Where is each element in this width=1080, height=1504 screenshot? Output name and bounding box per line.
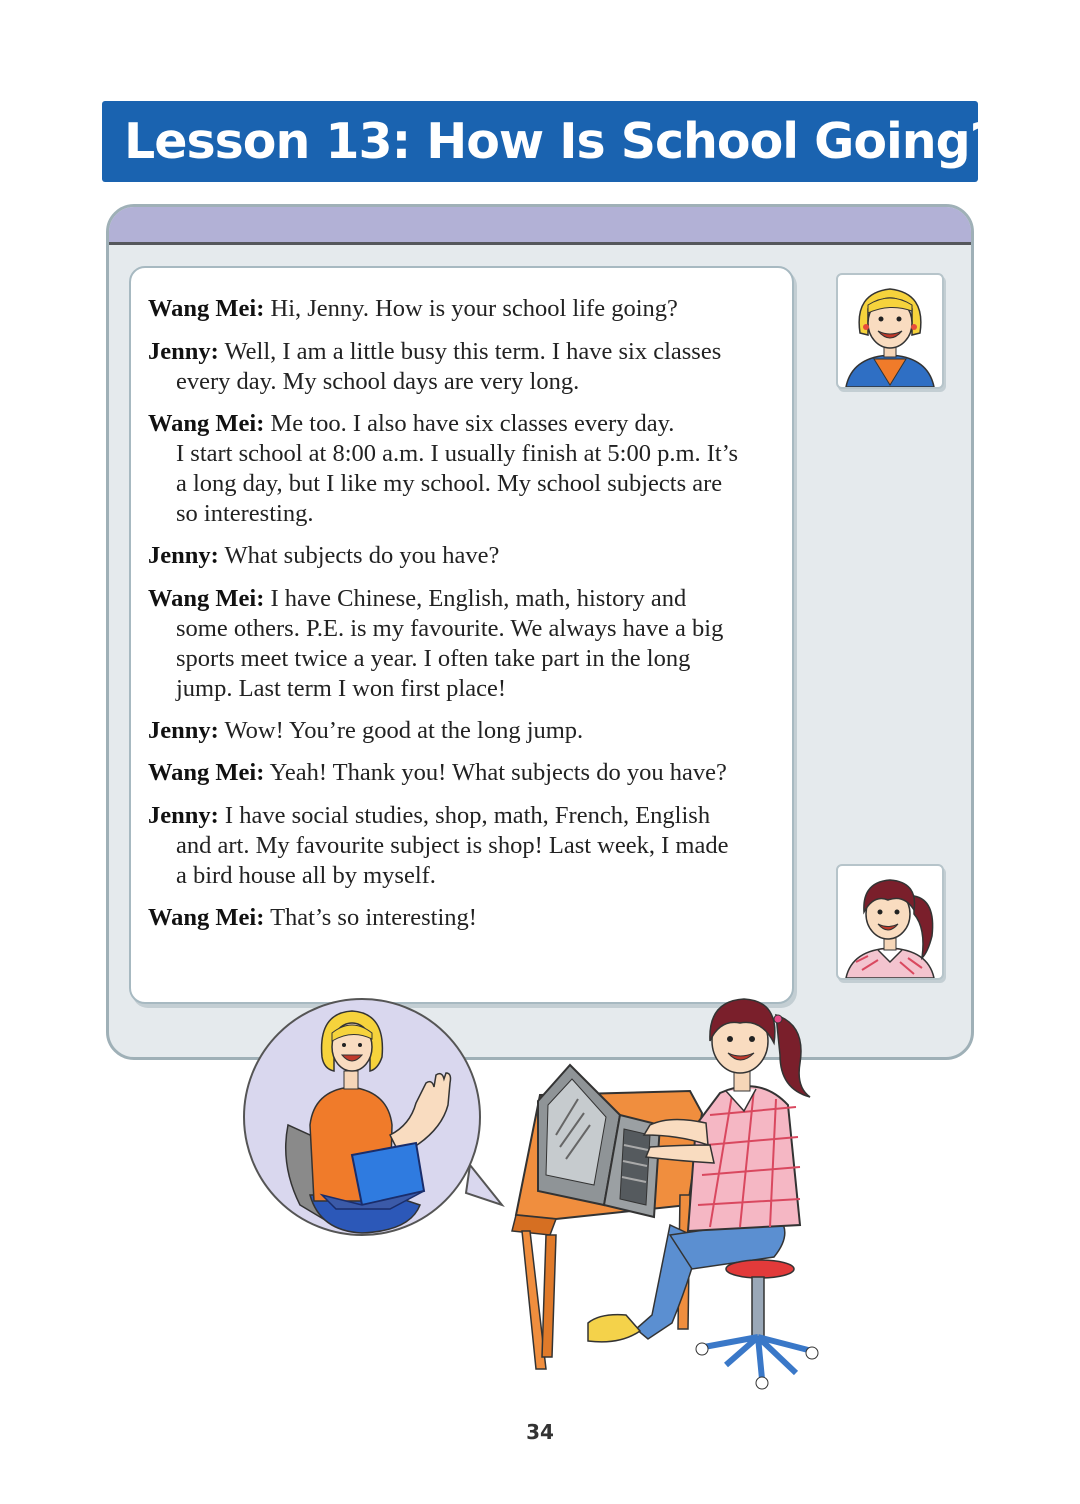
wang-mei-avatar bbox=[836, 864, 944, 980]
speaker-label: Wang Mei: bbox=[148, 295, 265, 322]
line-text: Well, I am a little busy this term. I have six classes bbox=[224, 338, 722, 365]
speaker-label: Wang Mei: bbox=[148, 904, 265, 931]
dialogue-line-8-cont: a bird house all by myself. bbox=[176, 862, 436, 889]
speaker-label: Wang Mei: bbox=[148, 585, 265, 612]
line-text: I have social studies, shop, math, French, English bbox=[224, 802, 711, 829]
dialogue-line-5-cont: some others. P.E. is my favourite. We always have a big bbox=[176, 615, 724, 642]
lesson-title-banner bbox=[102, 101, 998, 182]
speaker-label: Jenny: bbox=[148, 542, 219, 569]
jenny-portrait-icon bbox=[838, 275, 942, 387]
speaker-label: Jenny: bbox=[148, 802, 219, 829]
dialogue-line-5 bbox=[148, 584, 788, 614]
dialogue-line-2-cont: every day. My school days are very long. bbox=[176, 368, 580, 395]
line-text: I have Chinese, English, math, history and bbox=[270, 585, 687, 612]
jenny-speech-bubble-icon bbox=[244, 999, 502, 1235]
speaker-label: Jenny: bbox=[148, 717, 219, 744]
jenny-avatar bbox=[836, 273, 944, 389]
dialogue-line-9 bbox=[148, 903, 788, 933]
dialogue-line-5-cont: jump. Last term I won first place! bbox=[176, 675, 506, 702]
dialogue-line-3-cont: a long day, but I like my school. My school subjects are bbox=[176, 470, 723, 497]
laptop-icon bbox=[538, 1065, 660, 1217]
line-text: Hi, Jenny. How is your school life going? bbox=[270, 295, 678, 322]
lesson-title: Lesson 13: How Is School Going? bbox=[124, 113, 998, 170]
dialogue-line-5-cont: sports meet twice a year. I often take part in the long bbox=[176, 645, 691, 672]
speaker-label: Wang Mei: bbox=[148, 759, 265, 786]
dialogue-line-3-cont: I start school at 8:00 a.m. I usually finish at 5:00 p.m. It’s bbox=[176, 440, 739, 467]
line-text: What subjects do you have? bbox=[224, 542, 500, 569]
window-title-bar bbox=[109, 207, 971, 245]
dialogue-line-7 bbox=[148, 758, 788, 788]
wang-mei-portrait-icon bbox=[838, 866, 942, 978]
dialogue-line-6 bbox=[148, 716, 788, 746]
dialogue-line-3-cont: so interesting. bbox=[176, 500, 314, 527]
video-call-illustration bbox=[240, 995, 840, 1390]
line-text: Wow! You’re good at the long jump. bbox=[224, 717, 584, 744]
dialogue-line-2 bbox=[148, 337, 788, 367]
dialogue-line-8-cont: and art. My favourite subject is shop! Last week, I made bbox=[176, 832, 729, 859]
dialogue-line-8 bbox=[148, 801, 788, 831]
dialogue-line-4 bbox=[148, 541, 788, 571]
speaker-label: Wang Mei: bbox=[148, 410, 265, 437]
line-text: Yeah! Thank you! What subjects do you have? bbox=[269, 759, 727, 786]
dialogue-line-1 bbox=[148, 294, 788, 324]
dialogue-line-3 bbox=[148, 409, 788, 439]
speaker-label: Jenny: bbox=[148, 338, 219, 365]
line-text: That’s so interesting! bbox=[270, 904, 477, 931]
page-number: 34 bbox=[526, 1420, 554, 1444]
line-text: Me too. I also have six classes every day. bbox=[270, 410, 675, 437]
